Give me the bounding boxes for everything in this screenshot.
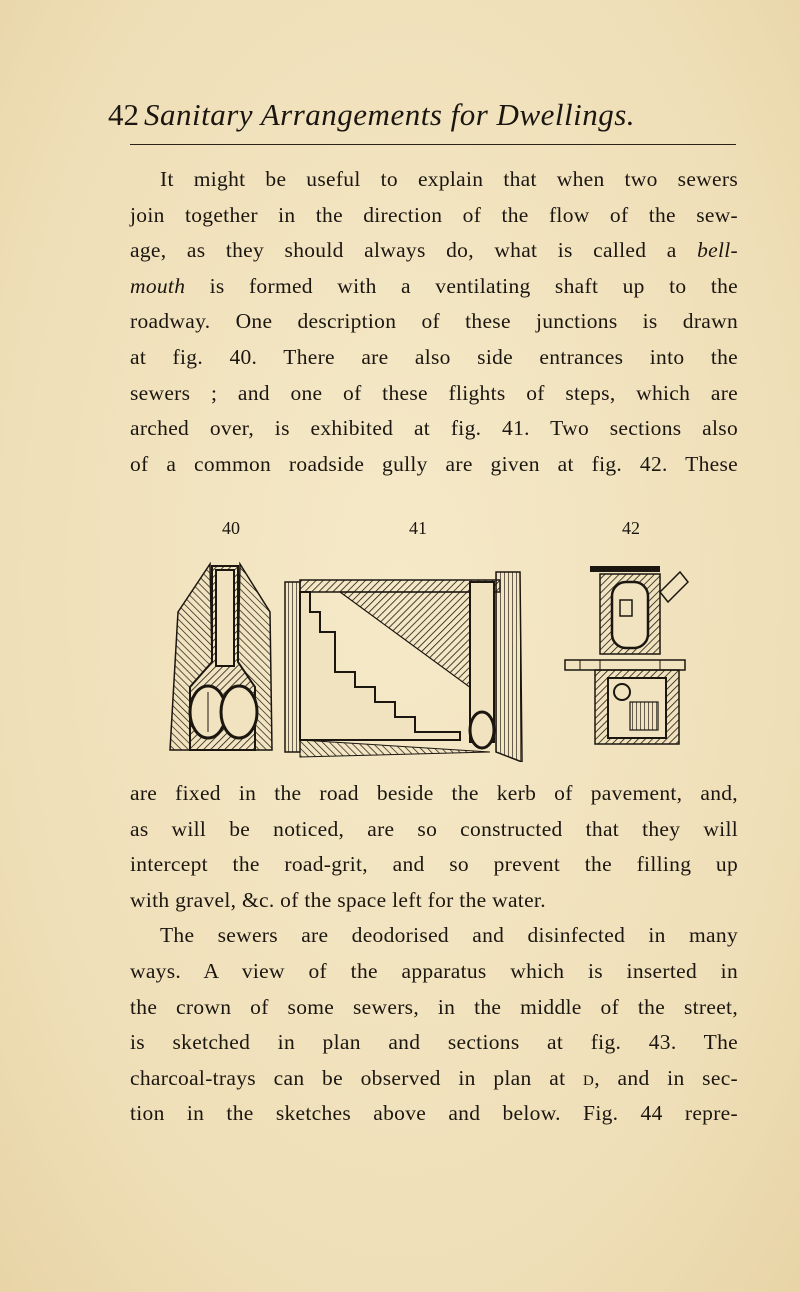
text-line — [130, 269, 738, 305]
text-line: join together in the direction of the flow of the sew- — [130, 202, 738, 227]
line-rest: is formed with a ventilating shaft up to the — [185, 273, 738, 298]
text-line: The sewers are deodorised and disinfected in many — [160, 923, 738, 948]
text-line: intercept the road-grit, and so prevent the filling up — [130, 852, 738, 877]
figure-labels — [130, 518, 738, 542]
text-line: the crown of some sewers, in the middle of the street, — [130, 994, 738, 1019]
text-line: tion in the sketches above and below. Fig. 44 repre- — [130, 1101, 738, 1126]
header-rule — [130, 144, 736, 145]
text-line: charcoal-trays can be observed in plan at d, and in sec- — [130, 1065, 738, 1090]
text-line: It might be useful to explain that when two sewers — [160, 167, 738, 191]
text-line: with gravel, &c. of the space left for the water. — [130, 887, 546, 912]
fig-42-drawing — [565, 566, 688, 744]
page-header — [108, 92, 748, 138]
fig-41-label: 41 — [409, 518, 427, 538]
text-line: ways. A view of the apparatus which is inserted in — [130, 958, 738, 983]
fig-40-label: 40 — [222, 518, 240, 538]
text-line: is sketched in plan and sections at fig. 43. The — [130, 1030, 738, 1055]
text-line: as will be noticed, are so constructed that they will — [130, 816, 738, 841]
fig-42-label: 42 — [622, 518, 640, 538]
italic-term: bell- — [697, 238, 738, 263]
text-line: are fixed in the road beside the kerb of pavement, and, — [130, 781, 738, 805]
running-title: Sanitary Arrangements for Dwellings. — [144, 97, 636, 132]
page-number: 42 — [108, 97, 139, 132]
text-line: of a common roadside gully are given at fig. 42. These — [130, 451, 738, 476]
italic-term: mouth — [130, 273, 186, 298]
fig-40-drawing — [170, 564, 272, 750]
fig-41-drawing — [285, 572, 522, 762]
text-line: arched over, is exhibited at fig. 41. Two sections also — [130, 416, 738, 441]
paragraph-1 — [130, 162, 738, 482]
paragraph-2-and-3 — [130, 776, 738, 1132]
text-line: age, as they should always do, what is called a bell- — [130, 238, 738, 263]
text-line: roadway. One description of these junctions is drawn — [130, 309, 738, 334]
sewer-figures-illustration — [160, 552, 700, 762]
text-line: sewers ; and one of these flights of steps, which are — [130, 380, 738, 405]
letter-d: d — [583, 1065, 595, 1090]
text-line: at fig. 40. There are also side entrances into the — [130, 344, 738, 369]
